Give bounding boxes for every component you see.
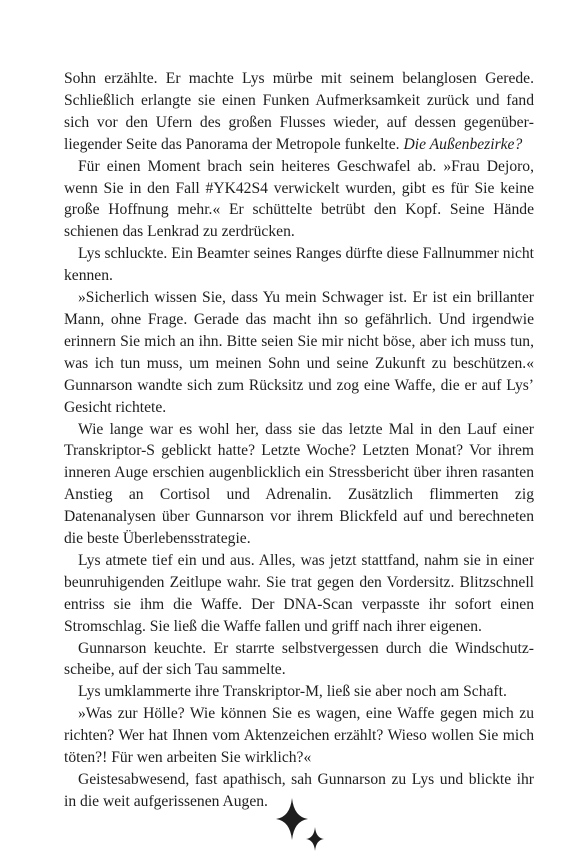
large-sparkle [276, 798, 308, 840]
body-text [64, 68, 534, 813]
paragraph: Wie lange war es wohl her, dass sie das letzte Mal in den Lauf einer Transkriptor-S geblickt hatte? Letzte Woche? Letzten Monat? Vor ihrem inneren Auge erschien augenblicklich ein Stressbericht über ihren rasanten Anstieg an Cortisol und Adrenalin. Zusätzlich flimmerten zig Datenanalysen über Gunnarson vor ihrem Blickfeld auf und berechneten die beste Überlebensstrategie. [64, 420, 534, 548]
paragraph: Geistesabwesend, fast apathisch, sah Gunnarson zu Lys und blickte ihr in die weit aufgerissenen Augen. [64, 771, 534, 810]
paragraph: Gunnarson keuchte. Er starrte selbstvergessen durch die Windschutzscheibe, auf der sich Tau sammelte. [64, 639, 534, 679]
paragraph: Lys schluckte. Ein Beamter seines Ranges dürfte diese Fallnummer nicht kennen. [64, 245, 534, 285]
italic-thought: Die Außenbezirke? [403, 135, 523, 153]
paragraph: »Was zur Hölle? Wie können Sie es wagen, eine Waffe gegen mich zu richten? Wer hat Ihnen vom Aktenzeichen erzählt? Wieso wollen Sie mich töten?! Für wen arbeiten Sie wirklich?« [64, 705, 534, 767]
paragraph: Lys atmete tief ein und aus. Alles, was jetzt stattfand, nahm sie in einer beunruhigenden Zeitlupe wahr. Sie trat gegen den Vordersitz. Blitzschnell entriss sie ihm die Waffe. Der DNA-Scan verpasste ihr sofort einen Stromschlag. Sie ließ die Waffe fallen und griff nach ihrer eigenen. [64, 551, 534, 635]
small-sparkle [306, 827, 324, 851]
paragraph [64, 68, 534, 156]
sparkle-stars-icon [262, 796, 332, 856]
paragraph: »Sicherlich wissen Sie, dass Yu mein Schwager ist. Er ist ein brillanter Mann, ohne Frage. Gerade das macht ihn so gefährlich. Und irgendwie erinnern Sie mich an ihn. Bitte seien Sie mir nicht böse, aber ich muss tun, was ich tun muss, um meinen Sohn und seine Zukunft zu beschützen.« Gunnarson wandte sich zum Rücksitz und zog eine Waffe, die er auf Lys’ Gesicht richtete. [64, 289, 534, 416]
paragraph: Für einen Moment brach sein heiteres Geschwafel ab. »Frau Dejoro, wenn Sie in den Fall #YK42S4 verwickelt wurden, gibt es für Sie keine große Hoffnung mehr.« Er schüttelte betrübt den Kopf. Seine Hände schienen das Lenkrad zu zerdrücken. [64, 157, 534, 241]
paragraph-text: Sohn erzählte. Er machte Lys mürbe mit seinem belanglosen Gerede. Schließlich erlangte sie einen Funken Aufmerksamkeit zurück und fand sich vor den Ufern des großen Flusses wieder, auf dessen gegenüberliegender Seite das Panorama der Metropole funkelte. [64, 70, 534, 153]
paragraph: Lys umklammerte ihre Transkriptor-M, ließ sie aber noch am Schaft. [78, 683, 507, 701]
